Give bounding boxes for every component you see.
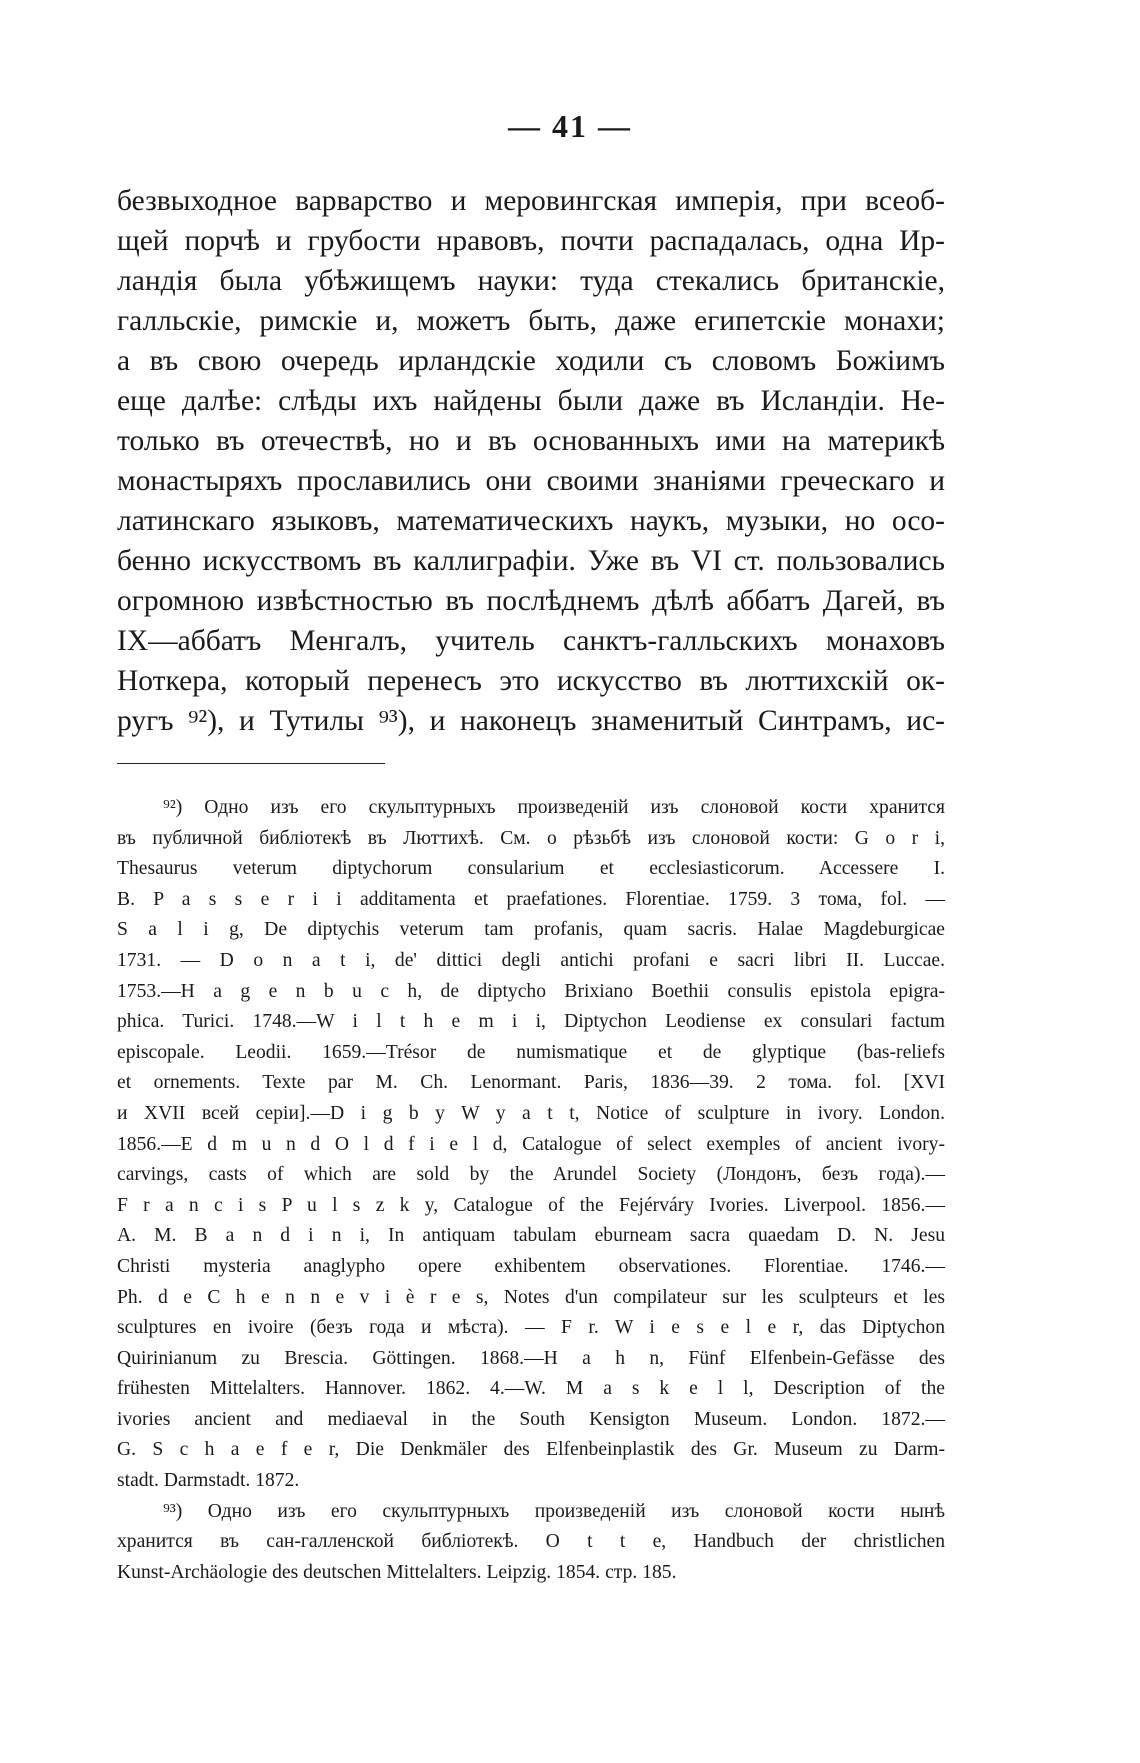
footnote-line: S a l i g, De diptychis veterum tam profanis, quam sacris. Halae Magdeburgicae [117, 919, 945, 941]
footnote-line: Ph. d e C h e n n e v i è r e s, Notes d'un compilateur sur les sculpteurs et les [117, 1286, 945, 1308]
footnote-93 [117, 1497, 945, 1589]
footnote-92 [117, 793, 945, 1497]
footnotes-section [117, 793, 945, 1588]
footnote-line: и XVII всей серіи].—D i g b y W y a t t, Notice of sculpture in ivory. London. [117, 1102, 945, 1124]
footnote-line: G. S c h a e f e r, Die Denkmäler des Elfenbeinplastik des Gr. Museum zu Darm- [117, 1439, 945, 1461]
text-line: бенно искусствомъ въ каллиграфіи. Уже въ VI ст. пользовались [117, 545, 945, 577]
footnote-line: episcopale. Leodii. 1659.—Trésor de numismatique et de glyptique (bas-reliefs [117, 1041, 945, 1063]
footnote-line: 1856.—E d m u n d O l d f i e l d, Catalogue of select exemples of ancient ivory- [117, 1133, 945, 1155]
footnote-line: хранится въ сан-галленской библіотекѣ. O t t e, Handbuch der christlichen [117, 1531, 945, 1553]
footnote-line: Quirinianum zu Brescia. Göttingen. 1868.—H a h n, Fünf Elfenbein-Gefässe des [117, 1347, 945, 1369]
footnote-line: въ публичной библіотекѣ въ Люттихѣ. См. о рѣзьбѣ изъ слоновой кости: G o r i, [117, 827, 945, 849]
text-line: монастыряхъ прославились они своими знаніями греческаго и [117, 465, 945, 497]
footnote-line: ⁹³) Одно изъ его скульптурныхъ произведеній изъ слоновой кости нынѣ [163, 1500, 945, 1522]
footnote-line: F r a n c i s P u l s z k y, Catalogue of the Fejérváry Ivories. Liverpool. 1856.— [117, 1194, 945, 1216]
page-number: — 41 — [508, 108, 632, 144]
footnote-line: frühesten Mittelalters. Hannover. 1862. 4.—W. M a s k e l l, Description of the [117, 1378, 945, 1400]
footnote-line: B. P a s s e r i i additamenta et praefationes. Florentiae. 1759. 3 тома, fol. — [117, 888, 945, 910]
text-line: латинскаго языковъ, математическихъ наукъ, музыки, но осо- [117, 505, 945, 537]
text-line: щей порчѣ и грубости нравовъ, почти распадалась, одна Ир- [117, 225, 945, 257]
footnote-line: sculptures en ivoire (безъ года и мѣста). — F r. W i e s e l e r, das Diptychon [117, 1317, 945, 1339]
footnote-line: A. M. B a n d i n i, In antiquam tabulam eburneam sacra quaedam D. N. Jesu [117, 1225, 945, 1247]
text-line: Ноткера, который перенесъ это искусство въ люттихскій ок- [117, 665, 945, 697]
text-line: IX—аббатъ Менгалъ, учитель санктъ-галльскихъ монаховъ [117, 625, 945, 657]
text-line: еще далѣе: слѣды ихъ найдены были даже въ Исландіи. Не- [117, 385, 945, 417]
text-line: галльскіе, римскіе и, можетъ быть, даже египетскіе монахи; [117, 305, 945, 337]
text-line: ругъ ⁹²), и Тутилы ⁹³), и наконецъ знаменитый Синтрамъ, ис- [117, 705, 945, 737]
footnote-line: et ornements. Texte par M. Ch. Lenormant. Paris, 1836—39. 2 тома. fol. [XVI [117, 1072, 945, 1094]
footnote-divider [117, 763, 385, 764]
footnote-line: stadt. Darmstadt. 1872. [117, 1470, 300, 1492]
main-text [117, 181, 945, 741]
footnote-line: ivories ancient and mediaeval in the South Kensigton Museum. London. 1872.— [117, 1408, 945, 1430]
footnote-line: Kunst-Archäologie des deutschen Mittelalters. Leipzig. 1854. стр. 185. [117, 1561, 677, 1583]
footnote-line: Christi mysteria anaglypho opere exhibentem observationes. Florentiae. 1746.— [117, 1255, 945, 1277]
footnote-line: phica. Turici. 1748.—W i l t h e m i i, Diptychon Leodiense ex consulari factum [117, 1011, 945, 1033]
text-line: а въ свою очередь ирландскіе ходили съ словомъ Божіимъ [117, 345, 945, 377]
footnote-line: carvings, casts of which are sold by the Arundel Society (Лондонъ, безъ года).— [117, 1164, 945, 1186]
footnote-line: ⁹²) Одно изъ его скульптурныхъ произведеній изъ слоновой кости хранится [163, 797, 945, 818]
text-line: безвыходное варварство и меровингская имперія, при всеоб- [117, 185, 945, 217]
text-line: огромною извѣстностью въ послѣднемъ дѣлѣ аббатъ Дагей, въ [117, 585, 945, 617]
footnote-line: 1731. — D o n a t i, de' dittici degli antichi profani e sacri libri II. Luccae. [117, 949, 945, 971]
text-line: только въ отечествѣ, но и въ основанныхъ ими на материкѣ [117, 425, 945, 457]
text-line: ландія была убѣжищемъ науки: туда стекались британскіе, [117, 265, 945, 297]
footnote-line: 1753.—H a g e n b u c h, de diptycho Brixiano Boethii consulis epistola epigra- [117, 980, 945, 1002]
footnote-line: Thesaurus veterum diptychorum consularium et ecclesiasticorum. Accessere I. [117, 858, 945, 880]
